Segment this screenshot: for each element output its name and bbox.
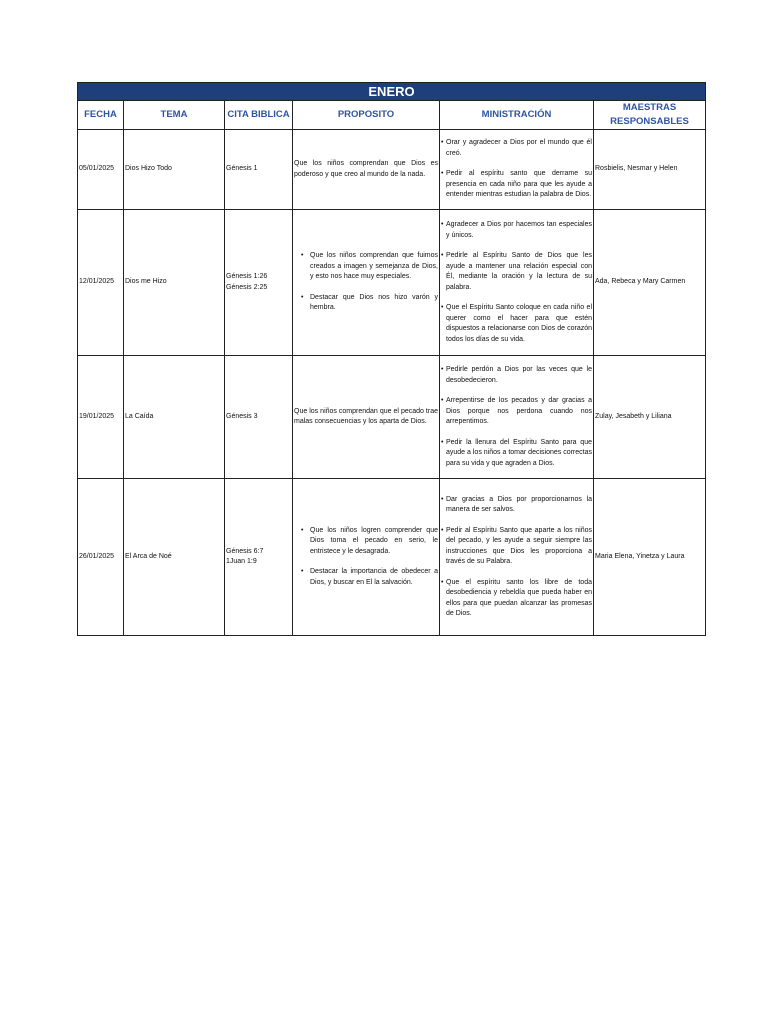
cell-maestras: Rosbielis, Nesmar y Helen: [594, 130, 706, 210]
ministracion-item: [441, 220, 592, 241]
cell-cita: [225, 210, 293, 356]
cell-tema: Dios me Hizo: [124, 210, 225, 356]
cell-tema: El Arca de Noé: [124, 479, 225, 636]
proposito-item: • Que los niños logren comprender que Dios toma el pecado en serio, le entristece y le desagrada.: [310, 526, 438, 558]
table-row: [78, 356, 706, 479]
cita-line: Génesis 3: [226, 412, 258, 420]
bullet-icon: •: [441, 304, 444, 311]
cell-maestras: Ada, Rebeca y Mary Carmen: [594, 210, 706, 356]
schedule-body: [78, 130, 706, 636]
table-row: [78, 130, 706, 210]
ministracion-item: [441, 138, 592, 159]
cell-proposito: [293, 210, 440, 356]
bullet-icon: •: [441, 252, 444, 259]
cita-line: Génesis 2:25: [226, 283, 268, 291]
table-row: [78, 210, 706, 356]
proposito-item: • Destacar que Dios nos hizo varón y hembra.: [310, 293, 438, 314]
ministracion-text: Que el espíritu santo los libre de toda desobediencia y rebeldía que pueda haber en ellos para que puedan alcanzar las promesas de Dios.: [446, 578, 592, 617]
cell-ministracion: [440, 479, 594, 636]
cell-cita: [225, 479, 293, 636]
cita-line: Génesis 1:26: [226, 273, 268, 280]
proposito-list: [294, 526, 438, 589]
ministracion-text: Pedir la llenura del Espíritu Santo para que ayude a los niños a tomar decisiones correctas para su vida y que agraden a Dios.: [446, 438, 592, 467]
proposito-text: Que los niños comprendan que Dios es poderoso y que creo al mundo de la nada.: [294, 160, 438, 178]
proposito-list: [294, 251, 438, 314]
ministracion-text: Agradecer a Dios por hacemos tan especiales y únicos.: [446, 221, 592, 239]
ministracion-text: Pedir al espíritu santo que derrame su presencia en cada niño para que les ayude a entender mientras estudian la palabra de Dios.: [446, 170, 592, 199]
bullet-icon: •: [441, 366, 444, 373]
ministracion-item: [441, 303, 592, 345]
month-title: ENERO: [78, 83, 706, 101]
bullet-icon: •: [441, 170, 444, 178]
proposito-text: Que los niños comprendan que el pecado trae malas consecuencias y los aparta de Dios.: [294, 407, 438, 425]
ministracion-item: [441, 169, 592, 201]
ministracion-item: [441, 438, 592, 470]
cell-maestras: Maria Elena, Yinetza y Laura: [594, 479, 706, 636]
ministracion-text: Pedir al Espíritu Santo que aparte a los niños del pecado, y les ayude a seguir siempre las instrucciones que Dios les proporciona a través de su Palabra.: [446, 526, 592, 565]
ministracion-text: Pedirle perdón a Dios por las veces que le desobedecieron.: [446, 366, 592, 384]
ministracion-item: [441, 526, 592, 568]
bullet-icon: •: [441, 397, 444, 404]
bullet-icon: •: [441, 578, 444, 586]
cita-line: 1Juan 1:9: [226, 558, 257, 565]
header-fecha: FECHA: [78, 101, 124, 130]
header-ministracion: MINISTRACIÓN: [440, 101, 594, 130]
bullet-icon: •: [441, 139, 444, 147]
ministracion-item: [441, 365, 592, 386]
cell-tema: Dios Hizo Todo: [124, 130, 225, 210]
cell-proposito: [293, 479, 440, 636]
proposito-item: • Destacar la importancia de obedecer a Dios, y buscar en El la salvación.: [310, 567, 438, 588]
cell-fecha: 19/01/2025: [78, 356, 124, 479]
bullet-icon: •: [441, 526, 444, 534]
cell-fecha: 05/01/2025: [78, 130, 124, 210]
cita-line: Génesis 1: [226, 165, 258, 173]
ministracion-item: [441, 495, 592, 516]
schedule-table: [77, 82, 706, 636]
bullet-icon: •: [441, 221, 444, 228]
bullet-icon: •: [441, 438, 444, 446]
cell-maestras: Zulay, Jesabeth y Liliana: [594, 356, 706, 479]
cell-tema: La Caída: [124, 356, 225, 479]
ministracion-text: Dar gracias a Dios por proporcionarnos la manera de ser salvos.: [446, 495, 592, 513]
header-cita: CITA BIBLICA: [225, 101, 293, 130]
header-proposito: PROPOSITO: [293, 101, 440, 130]
ministracion-text: Pedirle al Espíritu Santo de Dios que les ayude a mantener una relación especial con Él, mediante la oración y la lectura de su palabra.: [446, 252, 592, 291]
cell-proposito: [293, 356, 440, 479]
ministracion-text: Orar y agradecer a Dios por el mundo que él creó.: [446, 139, 592, 157]
cell-cita: [225, 130, 293, 210]
cell-cita: [225, 356, 293, 479]
ministracion-item: [441, 396, 592, 428]
proposito-item: • Que los niños comprendan que fuimos creados a imagen y semejanza de Dios, y esto nos hace muy especiales.: [310, 251, 438, 283]
header-maestras: MAESTRAS RESPONSABLES: [594, 101, 706, 130]
ministracion-item: [441, 251, 592, 293]
ministracion-text: Que el Espíritu Santo coloque en cada niño el querer como el hacer para que estén dispuestos a relacionarse con Dios de corazón todos los días de su vida.: [446, 304, 592, 343]
cita-line: Génesis 6:7: [226, 547, 264, 555]
ministracion-text: Arrepentirse de los pecados y dar gracias a Dios porque nos perdona cuando nos arrepentimos.: [446, 397, 592, 425]
header-tema: TEMA: [124, 101, 225, 130]
ministracion-item: [441, 578, 592, 620]
cell-fecha: 26/01/2025: [78, 479, 124, 636]
cell-ministracion: [440, 130, 594, 210]
table-row: [78, 479, 706, 636]
bullet-icon: •: [441, 495, 444, 503]
cell-ministracion: [440, 356, 594, 479]
cell-fecha: 12/01/2025: [78, 210, 124, 356]
cell-proposito: [293, 130, 440, 210]
cell-ministracion: [440, 210, 594, 356]
